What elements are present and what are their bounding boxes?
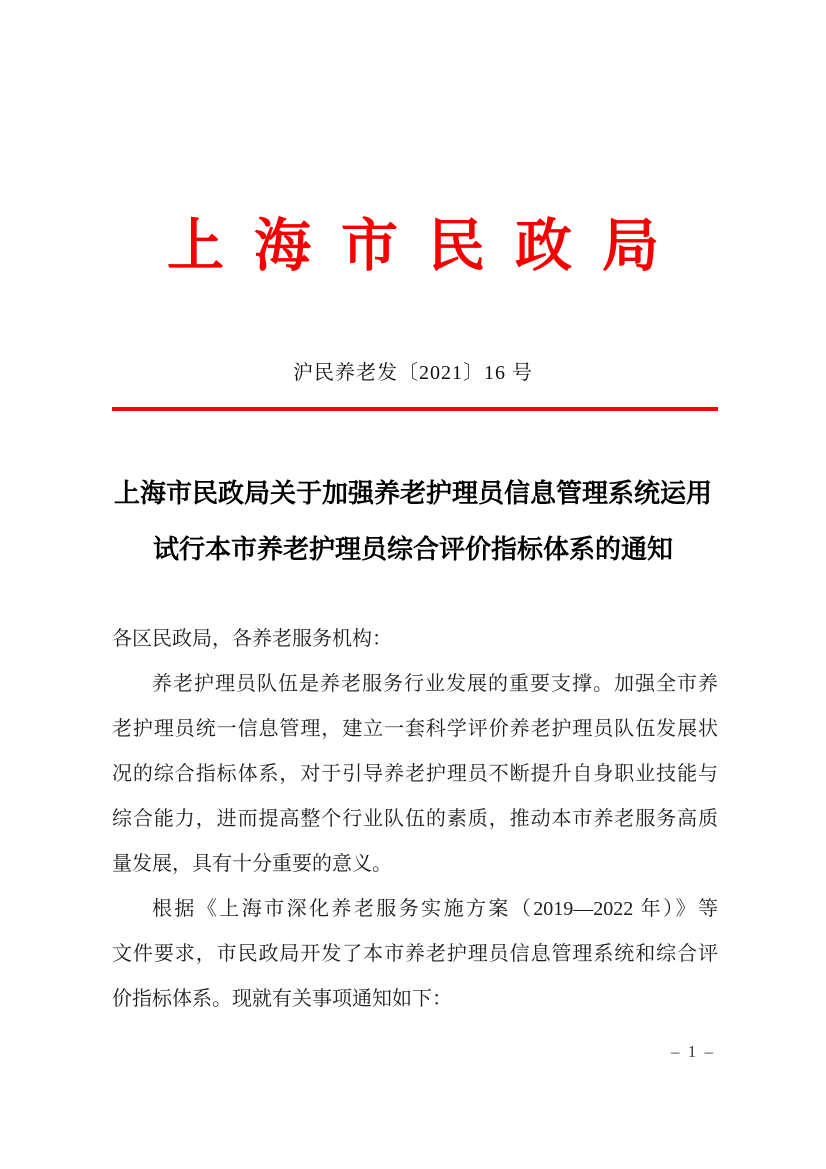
- agency-header-title: 上海市民政局: [167, 215, 689, 278]
- body-line: 文件要求，市民政局开发了本市养老护理员信息管理系统和综合评: [112, 943, 718, 965]
- document-title-line-2: 试行本市养老护理员综合评价指标体系的通知: [152, 535, 673, 564]
- body-text: [112, 617, 718, 1022]
- document-number: 沪民养老发〔2021〕16 号: [293, 362, 533, 384]
- body-line: 根据《上海市深化养老服务实施方案（2019—2022 年）》等: [152, 898, 718, 920]
- body-line: 量发展，具有十分重要的意义。: [112, 853, 392, 875]
- page-number: – 1 –: [671, 1042, 715, 1061]
- body-line: 综合能力，进而提高整个行业队伍的素质，推动本市养老服务高质: [112, 808, 718, 830]
- body-line: 况的综合指标体系，对于引导养老护理员不断提升自身职业技能与: [112, 763, 718, 785]
- document-title-line-1: 上海市民政局关于加强养老护理员信息管理系统运用: [113, 479, 712, 508]
- body-line: 养老护理员队伍是养老服务行业发展的重要支撑。加强全市养: [152, 673, 718, 695]
- body-line: 价指标体系。现就有关事项通知如下：: [112, 988, 452, 1010]
- salutation-line: 各区民政局，各养老服务机构：: [112, 628, 392, 650]
- body-line: 老护理员统一信息管理，建立一套科学评价养老护理员队伍发展状: [112, 718, 718, 740]
- document-title: [0, 466, 826, 578]
- red-divider-line: [112, 407, 718, 411]
